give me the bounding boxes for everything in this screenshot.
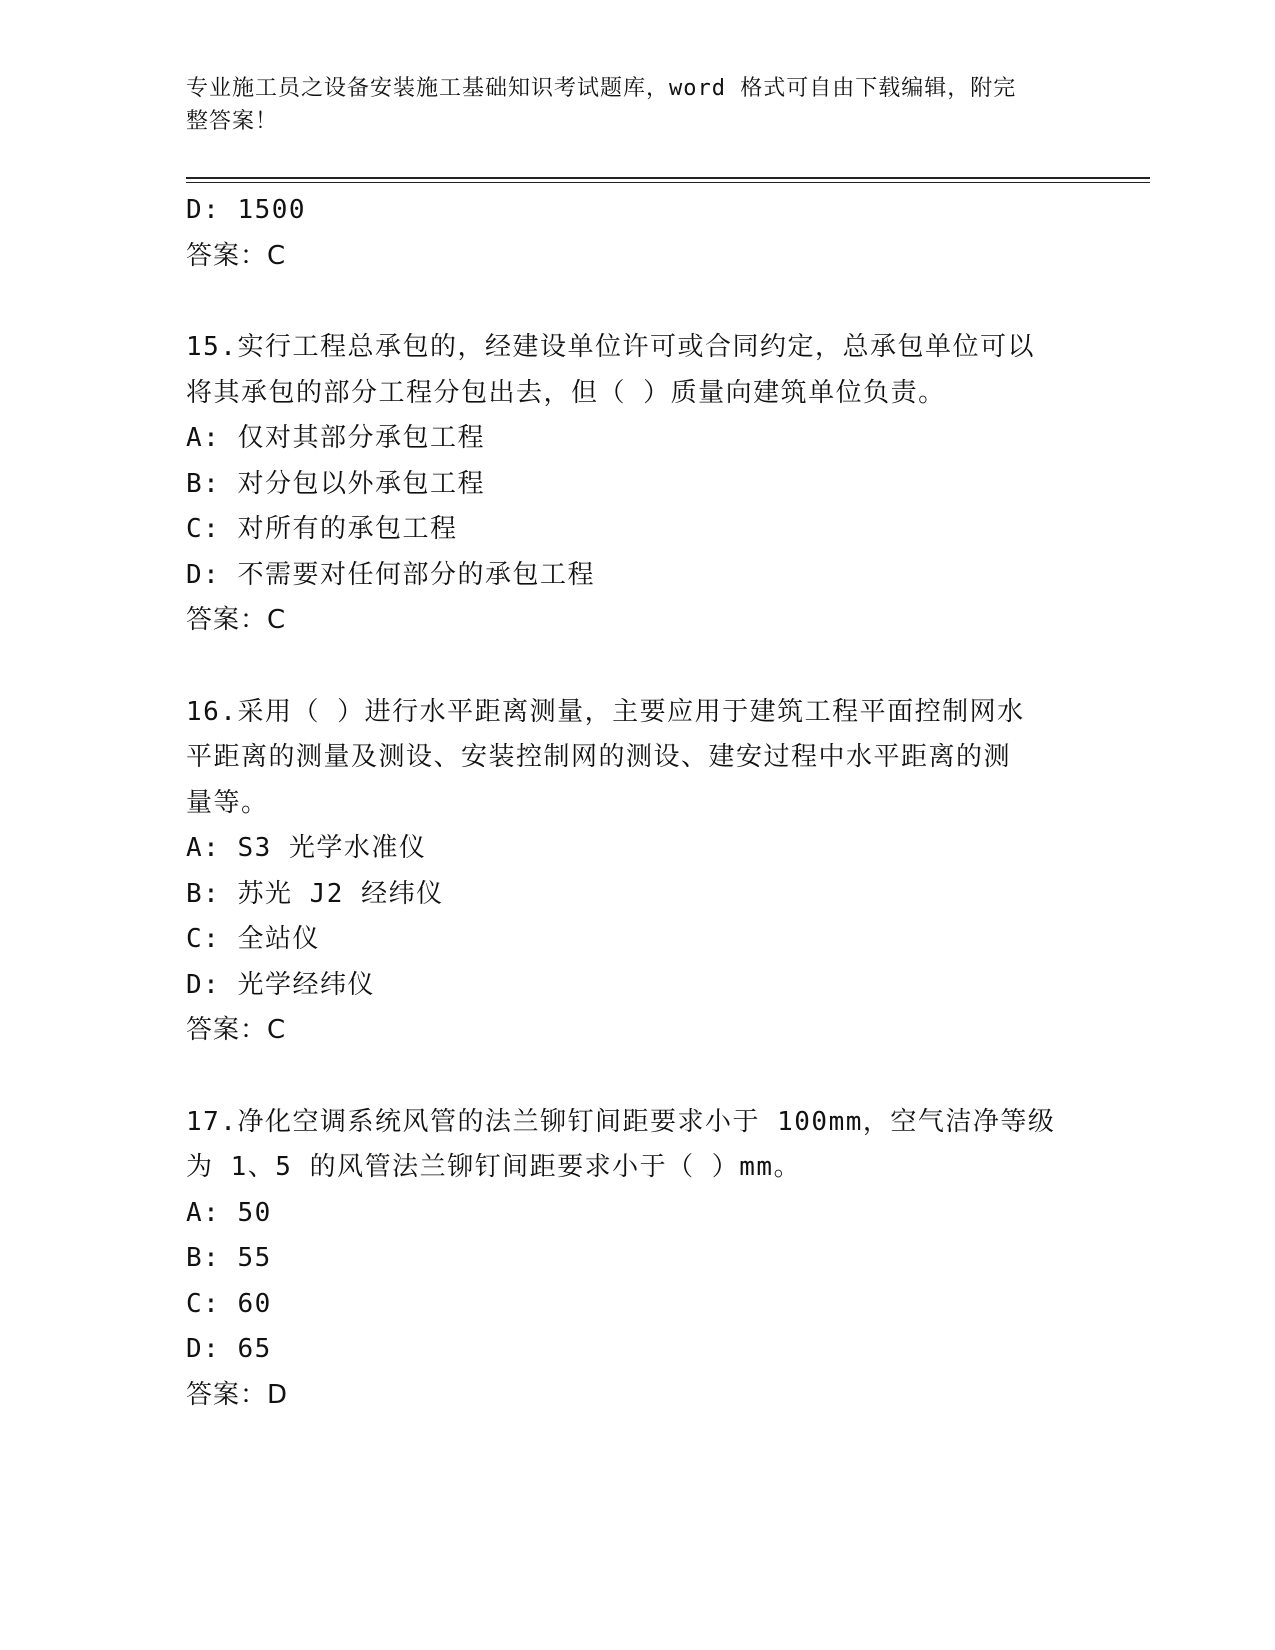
spacer bbox=[186, 1054, 1086, 1100]
page-header bbox=[186, 72, 1066, 138]
question-15 bbox=[186, 325, 1086, 644]
option-d: D: 65 bbox=[186, 1334, 272, 1364]
header-line-2: 整答案！ bbox=[186, 109, 279, 134]
option-a: A: 仅对其部分承包工程 bbox=[186, 423, 485, 453]
answer: 答案：D bbox=[186, 1379, 289, 1410]
question-16 bbox=[186, 690, 1086, 1054]
question-stem-line: 16.采用（ ）进行水平距离测量，主要应用于建筑工程平面控制网水 bbox=[186, 696, 1025, 727]
option-c: C: 60 bbox=[186, 1288, 272, 1319]
header-rule-thick bbox=[186, 177, 1150, 179]
question-stem-line: 将其承包的部分工程分包出去，但（ ）质量向建筑单位负责。 bbox=[186, 377, 946, 408]
option-b: B: 55 bbox=[186, 1243, 272, 1273]
question-stem-line: 15.实行工程总承包的，经建设单位许可或合同约定，总承包单位可以 bbox=[186, 332, 1035, 362]
question-stem-line: 17.净化空调系统风管的法兰铆钉间距要求小于 100mm，空气洁净等级 bbox=[186, 1106, 1056, 1137]
answer: 答案：C bbox=[186, 605, 287, 635]
answer: 答案：C bbox=[186, 1015, 287, 1045]
spacer bbox=[186, 644, 1086, 690]
option-c: C: 全站仪 bbox=[186, 924, 320, 954]
option-d: D: 光学经纬仪 bbox=[186, 969, 375, 1000]
document-body bbox=[186, 188, 1086, 1418]
prev-answer: 答案：C bbox=[186, 240, 287, 271]
prev-option-d: D: 1500 bbox=[186, 195, 307, 225]
header-line-1: 专业施工员之设备安装施工基础知识考试题库，word 格式可自由下载编辑，附完 bbox=[186, 76, 1017, 101]
question-stem-line: 平距离的测量及测设、安装控制网的测设、建安过程中水平距离的测 bbox=[186, 742, 1012, 772]
spacer bbox=[186, 279, 1086, 325]
option-c: C: 对所有的承包工程 bbox=[186, 514, 458, 544]
option-a: A: S3 光学水准仪 bbox=[186, 833, 427, 863]
question-17 bbox=[186, 1100, 1086, 1419]
question-stem-line: 为 1、5 的风管法兰铆钉间距要求小于（ ）mm。 bbox=[186, 1152, 802, 1182]
header-rule-thin bbox=[186, 182, 1150, 183]
question-stem-line: 量等。 bbox=[186, 787, 269, 818]
option-b: B: 对分包以外承包工程 bbox=[186, 468, 485, 499]
option-d: D: 不需要对任何部分的承包工程 bbox=[186, 559, 595, 590]
option-a: A: 50 bbox=[186, 1197, 272, 1228]
option-b: B: 苏光 J2 经纬仪 bbox=[186, 878, 444, 909]
